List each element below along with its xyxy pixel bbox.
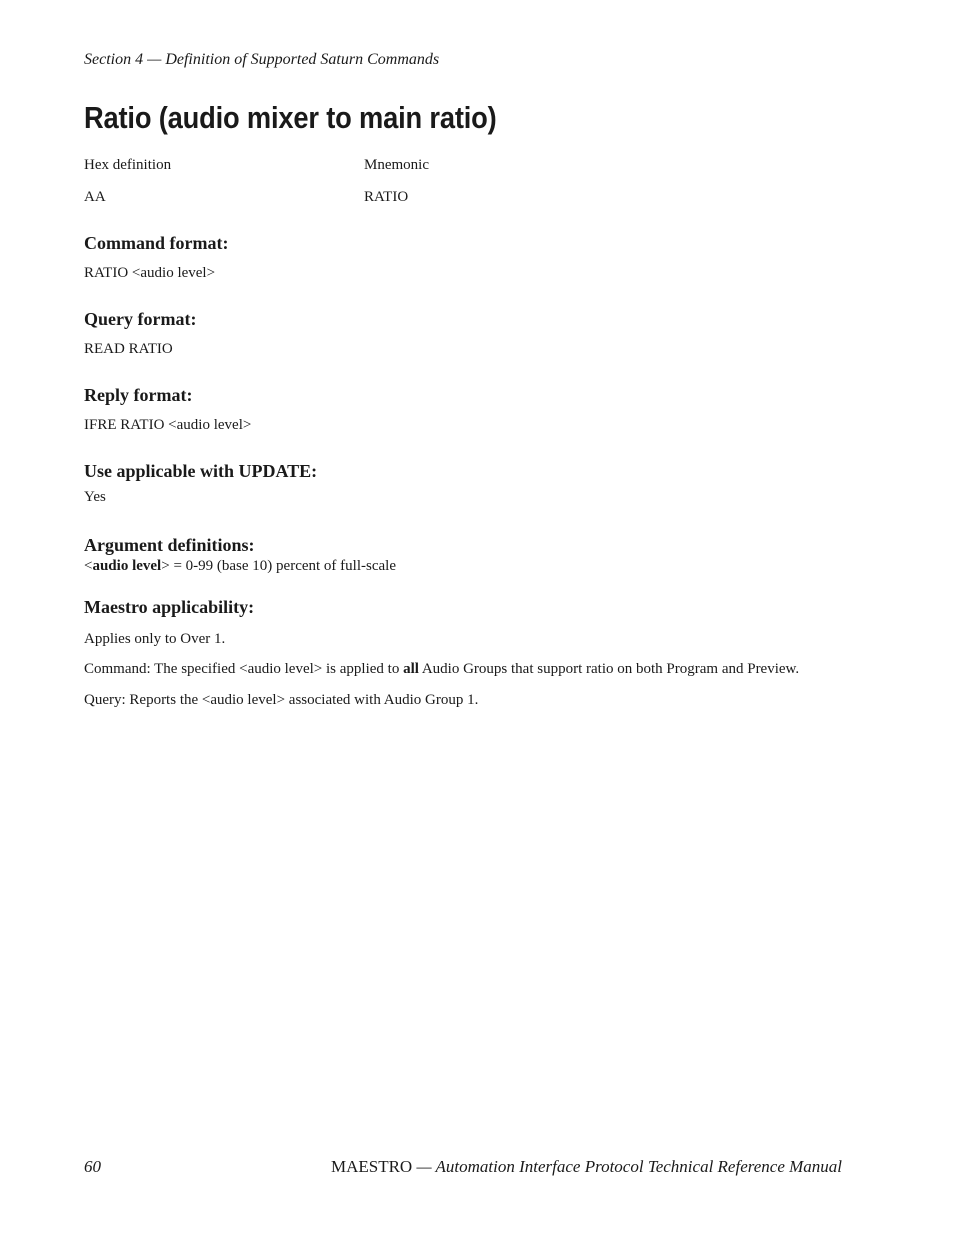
argument-description: > = 0-99 (base 10) percent of full-scale [161, 558, 396, 574]
command-format-heading: Command format: [84, 233, 229, 253]
query-format-text: READ RATIO [84, 341, 173, 357]
update-heading: Use applicable with UPDATE: [84, 461, 318, 481]
hex-definition-value: AA [84, 189, 106, 205]
command-format-text: RATIO <audio level> [84, 265, 216, 281]
page-title: Ratio (audio mixer to main ratio) [84, 100, 497, 135]
footer-manual-title [331, 1157, 842, 1177]
maestro-line-2 [84, 661, 799, 678]
maestro-line-2-end: Audio Groups that support ratio on both Program and Preview. [418, 661, 800, 677]
mnemonic-value: RATIO [364, 189, 409, 205]
argument-open-bracket: < [84, 558, 93, 574]
maestro-line-2-start: Command: The specified <audio level> is applied to [84, 661, 404, 677]
maestro-applicability-heading: Maestro applicability: [84, 597, 255, 617]
maestro-line-2-emphasis: all [403, 661, 419, 677]
argument-definitions-heading: Argument definitions: [84, 535, 255, 555]
argument-definition-line [84, 558, 396, 575]
hex-definition-label: Hex definition [84, 157, 172, 173]
query-format-heading: Query format: [84, 309, 197, 329]
maestro-line-1: Applies only to Over 1. [84, 631, 226, 647]
document-page [84, 0, 842, 1235]
update-text: Yes [84, 489, 106, 505]
footer-separator: — [412, 1157, 436, 1176]
maestro-line-3: Query: Reports the <audio level> associated with Audio Group 1. [84, 692, 479, 708]
mnemonic-label: Mnemonic [364, 157, 429, 173]
footer-title-text: Automation Interface Protocol Technical Reference Manual [435, 1157, 842, 1176]
page-number: 60 [84, 1157, 101, 1176]
footer-brand: MAESTRO [330, 1157, 413, 1176]
argument-name: audio level [92, 558, 162, 574]
reply-format-text: IFRE RATIO <audio level> [84, 417, 252, 433]
running-head: Section 4 — Definition of Supported Saturn Commands [84, 51, 440, 68]
reply-format-heading: Reply format: [84, 385, 193, 405]
